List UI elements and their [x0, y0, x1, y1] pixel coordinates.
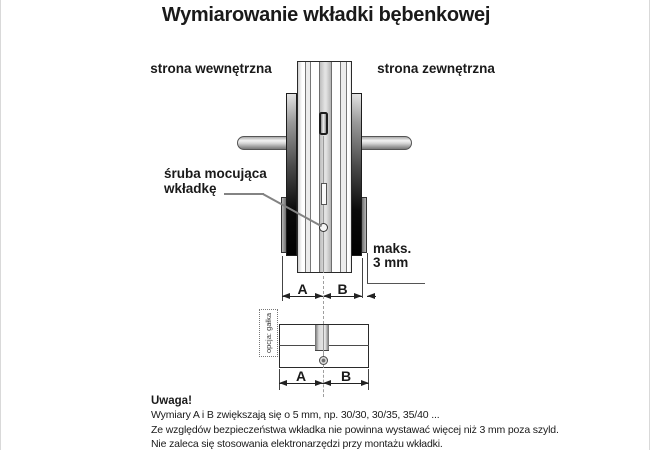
max-underline [367, 283, 425, 284]
dim-b-lower: B [340, 368, 352, 384]
escutcheon-outer [351, 93, 362, 256]
dim-b-upper: B [337, 281, 348, 297]
notes-heading: Uwaga! [151, 395, 192, 407]
faceplate-line [310, 62, 311, 272]
center-line-dashed [323, 276, 324, 324]
extension-line-escutcheon [362, 258, 363, 298]
knob-option-label: opcja: gałka [264, 312, 273, 354]
faceplate-line [305, 62, 306, 272]
faceplate-line [346, 62, 347, 272]
page-title: Wymiarowanie wkładki bębenkowej [161, 4, 491, 26]
screw-label [164, 166, 267, 196]
cylinder-fixing-screw [319, 356, 328, 365]
escutcheon-inner [286, 93, 297, 256]
max-label-line2: 3 mm [373, 255, 409, 270]
notes-block [151, 395, 631, 450]
dim-a-upper: A [297, 281, 308, 297]
deadbolt-slot [321, 183, 327, 205]
door-edge-faceplate [297, 61, 352, 273]
latch-bolt [319, 112, 328, 135]
screw-label-line1: śruba mocująca [164, 166, 267, 181]
outer-handle-rod [361, 136, 412, 150]
knob-option-box [259, 309, 278, 357]
max-label [373, 242, 411, 270]
extension-line-cylinder-end [367, 253, 368, 284]
cylinder-strip [319, 62, 332, 272]
faceplate-line [340, 62, 341, 272]
notes-line: Wymiary A i B zwiększają się o 5 mm, np. 30/30, 30/35, 35/40 ... [151, 409, 440, 421]
outer-side-label: strona zewnętrzna [377, 61, 495, 76]
inner-handle-rod [237, 136, 287, 150]
notes-line: Ze względów bezpieczeństwa wkładka nie powinna wystawać więcej niż 3 mm poza szyld. [151, 423, 559, 436]
dim-a-lower: A [295, 368, 307, 384]
notes-line: Nie zaleca się stosowania elektronarzędzi przy montażu wkładki. [151, 438, 443, 450]
screw-label-line2: wkładkę [164, 181, 217, 196]
arrowhead [367, 293, 375, 299]
max-label-line1: maks. [373, 241, 412, 256]
cylinder-cam-notch [315, 325, 329, 351]
inner-side-label: strona wewnętrzna [150, 61, 272, 76]
